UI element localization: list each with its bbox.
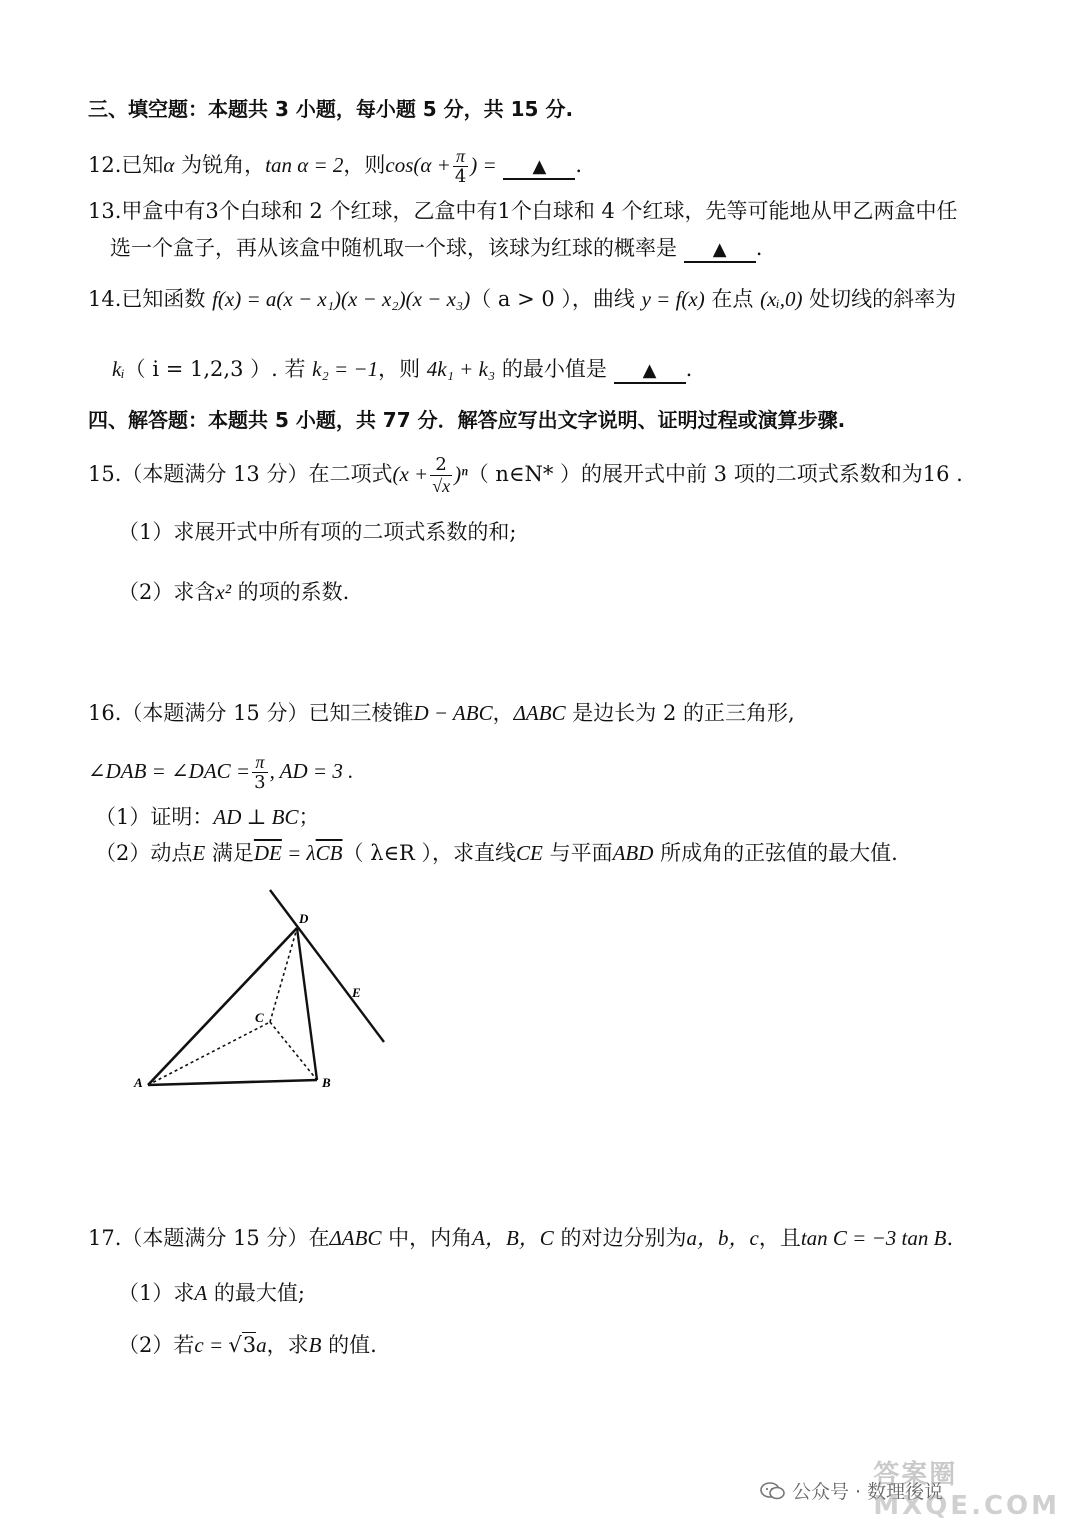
q16-p2-eq: = λ (281, 841, 316, 865)
vertex-label-c: C (255, 1010, 264, 1025)
q14-line2-c: 的最小值是 (495, 357, 607, 381)
q17-p2-prefix: （2）若 (118, 1333, 195, 1357)
q14-condition: （ a > 0 ），曲线 (470, 287, 635, 311)
question-14-line-1 (88, 284, 956, 314)
q16-p1-expr: AD ⊥ BC (213, 805, 299, 829)
q15-condition: （ n∈N* ）的展开式中前 3 项的二项式系数和为16 . (467, 462, 963, 486)
q13-line2-text: 选一个盒子，再从该盒中随机取一个球，该球为红球的概率是 (110, 236, 677, 260)
q16-comma: ， (492, 701, 514, 725)
q16-frac-den: 3 (254, 772, 266, 793)
q12-answer-blank: ▲ (503, 156, 575, 180)
q14-prefix: 14.已知函数 (88, 287, 206, 311)
vertex-label-d: D (299, 911, 309, 926)
q15-p2-prefix: （2）求含 (118, 580, 216, 604)
q15-expr-close: )ⁿ (454, 462, 468, 486)
q12-cos-close: ) = (470, 153, 497, 177)
q16-fraction (252, 752, 267, 793)
q17-p2-mid: ，求 (266, 1333, 309, 1357)
question-15-part-1: （1）求展开式中所有项的二项式系数的和; (118, 520, 517, 544)
q16-p2-ce: CE (516, 841, 543, 865)
edge-ad (148, 928, 297, 1085)
question-13-line-2 (110, 233, 762, 263)
q14-suffix: 处切线的斜率为 (802, 287, 957, 311)
question-15 (88, 455, 963, 496)
q16-suffix: 是边长为 2 的正三角形, (565, 701, 795, 725)
edge-db (297, 928, 317, 1080)
q17-p2-sqrt: 3 (242, 1333, 257, 1357)
q14-line2-a: （ i = 1,2,3 ）. 若 (124, 357, 306, 381)
q17-condition: tan C = −3 tan B (800, 1226, 947, 1250)
q14-point: (xᵢ,0) (760, 287, 803, 311)
q15-frac-num: 2 (430, 455, 452, 476)
q13-end: . (755, 236, 763, 260)
q16-ad-eq: , AD = 3 . (269, 759, 354, 783)
question-15-part-2 (118, 577, 349, 607)
q12-alpha: α (163, 153, 175, 177)
q16-p2-suffix: 所成角的正弦值的最大值. (653, 841, 898, 865)
q12-mid2: ，则 (343, 153, 386, 177)
q17-sides: a，b，c (686, 1226, 759, 1250)
q14-curve: y = f(x) (641, 287, 705, 311)
q17-p2-a: a (256, 1333, 267, 1357)
q17-mid1: 中，内角 (381, 1226, 473, 1250)
q14-k2: k₂ = −1 (312, 357, 379, 381)
q12-frac-den: 4 (454, 166, 467, 187)
q16-prefix: 16.（本题满分 15 分）已知三棱锥 (88, 701, 414, 725)
q15-frac-den: √x (432, 476, 451, 496)
q12-tan-expr: tan α = 2 (265, 153, 344, 177)
question-16-part-2 (95, 838, 898, 868)
q12-mid1: 为锐角， (174, 153, 266, 177)
q12-fraction (453, 146, 468, 187)
q14-end: . (685, 357, 693, 381)
q16-triangle: ΔABC (513, 701, 566, 725)
q15-prefix: 15.（本题满分 13 分）在二项式 (88, 462, 393, 486)
question-14-line-2 (112, 354, 692, 384)
q16-p2-mid2: 与平面 (542, 841, 613, 865)
line-de (270, 890, 384, 1042)
q17-p1-suffix: 的最大值; (207, 1281, 305, 1305)
q16-vector-cb: $\overline{CB}$ (315, 841, 343, 865)
q17-p2-suffix: 的值. (321, 1333, 377, 1357)
q14-expr: 4k₁ + k₃ (426, 357, 496, 381)
q14-k-i: kᵢ (112, 357, 125, 381)
q12-end: . (575, 153, 583, 177)
q12-frac-num: π (453, 146, 468, 167)
q15-fraction (430, 455, 452, 496)
q12-cos-open: cos(α + (385, 153, 451, 177)
q17-prefix: 17.（本题满分 15 分）在 (88, 1226, 330, 1250)
q16-p2-cond: （ λ∈R ），求直线 (342, 841, 517, 865)
tetrahedron-figure (130, 885, 400, 1100)
question-16-line-2 (88, 752, 353, 793)
question-13-line-1: 13.甲盒中有3个白球和 2 个红球，乙盒中有1个白球和 4 个红球，先等可能地从甲乙两盒中任 (88, 199, 958, 223)
q16-frac-num: π (252, 752, 267, 773)
q16-p2-prefix: （2）动点 (95, 841, 193, 865)
q17-p2-b: B (308, 1333, 322, 1357)
question-17 (88, 1223, 953, 1253)
q14-mid: 在点 (704, 287, 754, 311)
q16-p2-e: E (192, 841, 206, 865)
question-17-part-2: （2）若c = √3a，求B 的值. (118, 1333, 377, 1357)
q15-p2-suffix: 的项的系数. (231, 580, 350, 604)
question-16-part-1 (95, 802, 319, 832)
q17-mid3: ，且 (758, 1226, 801, 1250)
vertex-label-b: B (322, 1075, 331, 1090)
edge-ab (148, 1080, 317, 1085)
q17-p1-prefix: （1）求 (118, 1281, 195, 1305)
site-watermark-bottom: MXQE.COM (873, 1491, 1060, 1521)
q14-line2-b: ，则 (378, 357, 421, 381)
q17-end: . (946, 1226, 954, 1250)
q15-expr-open: (x + (392, 462, 429, 486)
q17-triangle: ΔABC (329, 1226, 382, 1250)
site-watermark (873, 1454, 1060, 1521)
edge-ac (148, 1022, 270, 1085)
section-3-heading: 三、填空题：本题共 3 小题，每小题 5 分，共 15 分. (88, 97, 574, 121)
site-watermark-top: 答案圈 (873, 1460, 958, 1490)
section-4-heading: 四、解答题：本题共 5 小题，共 77 分．解答应写出文字说明、证明过程或演算步骤. (88, 408, 846, 432)
q16-angle-eq: ∠DAB = ∠DAC = (88, 759, 251, 783)
q16-vector-de: $\overline{DE}$ (253, 841, 282, 865)
q14-answer-blank: ▲ (614, 360, 686, 384)
wechat-icon (760, 1481, 786, 1501)
q17-mid2: 的对边分别为 (553, 1226, 687, 1250)
wechat-label: 公众号 · 数理後说 (792, 1481, 944, 1503)
q12-prefix: 12.已知 (88, 153, 164, 177)
q16-p2-mid: 满足 (205, 841, 254, 865)
q15-p2-x: x² (215, 580, 231, 604)
q16-p1-end: ； (298, 805, 320, 829)
q13-answer-blank: ▲ (684, 239, 756, 263)
q17-angles: A，B，C (472, 1226, 554, 1250)
q16-tetrahedron: D − ABC (413, 701, 493, 725)
question-12 (88, 146, 582, 187)
vertex-label-a: A (134, 1075, 143, 1090)
q17-p1-a: A (194, 1281, 208, 1305)
q14-function: f(x) = a(x − x₁)(x − x₂)(x − x₃) (212, 287, 471, 311)
q16-p2-abd: ABD (612, 841, 654, 865)
question-17-part-1 (118, 1278, 305, 1308)
q17-p2-c: c = (194, 1333, 229, 1357)
question-16-line-1 (88, 698, 795, 728)
q16-p1-prefix: （1）证明： (95, 805, 214, 829)
point-label-e: E (352, 985, 361, 1000)
